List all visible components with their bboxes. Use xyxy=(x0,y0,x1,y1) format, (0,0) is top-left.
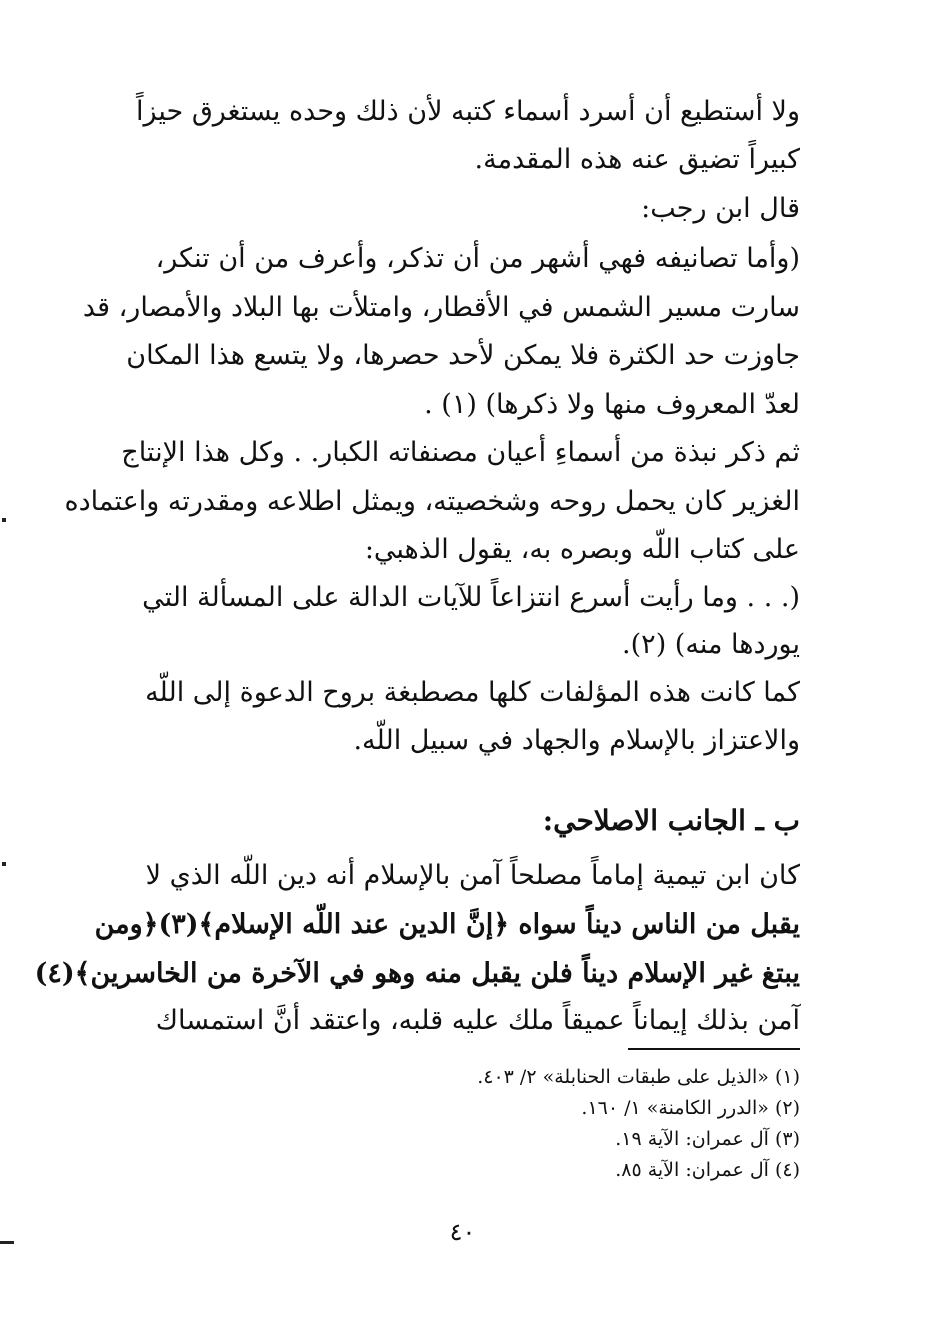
footnote: (٢) «الدرر الكامنة» ١/ ١٦٠. xyxy=(581,1097,800,1119)
footnote: (٣) آل عمران: الآية ١٩. xyxy=(615,1128,800,1150)
body-line: كان ابن تيمية إماماً مصلحاً آمن بالإسلام أنه دين اللّه الذي لا xyxy=(145,860,800,891)
quran-line: يبتغ غير الإسلام ديناً فلن يقبل منه وهو في الآخرة من الخاسرين﴾(٤) xyxy=(34,958,800,989)
footnote: (١) «الذيل على طبقات الحنابلة» ٢/ ٤٠٣. xyxy=(477,1066,800,1088)
footnote: (٤) آل عمران: الآية ٨٥. xyxy=(615,1159,800,1181)
quote-line: (. . . وما رأيت أسرع انتزاعاً للآيات الدالة على المسألة التي xyxy=(142,582,800,613)
body-line: على كتاب اللّه وبصره به، يقول الذهبي: xyxy=(364,534,800,565)
body-line: كبيراً تضيق عنه هذه المقدمة. xyxy=(474,144,800,175)
footnote-separator xyxy=(628,1048,800,1050)
body-line: والاعتزاز بالإسلام والجهاد في سبيل اللّه. xyxy=(353,725,800,756)
quote-line: جاوزت حد الكثرة فلا يمكن لأحد حصرها، ولا يتسع هذا المكان xyxy=(126,340,800,371)
body-line: ولا أستطيع أن أسرد أسماء كتبه لأن ذلك وحده يستغرق حيزاً xyxy=(136,96,800,127)
quote-line: سارت مسير الشمس في الأقطار، وامتلأت بها البلاد والأمصار، قد xyxy=(82,292,800,323)
page-number: ٤٠ xyxy=(449,1218,476,1246)
quote-line: لعدّ المعروف منها ولا ذكرها) (١) . xyxy=(424,389,800,420)
body-line: قال ابن رجب: xyxy=(641,193,800,224)
section-heading: ب ـ الجانب الاصلاحي: xyxy=(542,804,800,837)
quote-line: (وأما تصانيفه فهي أشهر من أن تذكر، وأعرف من أن تنكر، xyxy=(155,243,800,274)
body-line: ثم ذكر نبذة من أسماءِ أعيان مصنفاته الكبار. . وكل هذا الإنتاج xyxy=(121,437,800,468)
body-line: آمن بذلك إيماناً عميقاً ملك عليه قلبه، واعتقد أنَّ استمساك xyxy=(155,1005,800,1036)
body-line: الغزير كان يحمل روحه وشخصيته، ويمثل اطلاعه ومقدرته واعتماده xyxy=(64,486,800,517)
quran-line: يقبل من الناس ديناً سواه ﴿إنَّ الدين عند اللّه الإسلام﴾(٣)﴿ومن xyxy=(94,909,800,940)
scan-speck xyxy=(2,862,6,866)
quote-line: يوردها منه) (٢). xyxy=(622,629,800,660)
scan-speck xyxy=(2,518,6,522)
body-line: كما كانت هذه المؤلفات كلها مصطبغة بروح الدعوة إلى اللّه xyxy=(145,677,800,708)
scan-edge-mark xyxy=(0,1241,14,1244)
